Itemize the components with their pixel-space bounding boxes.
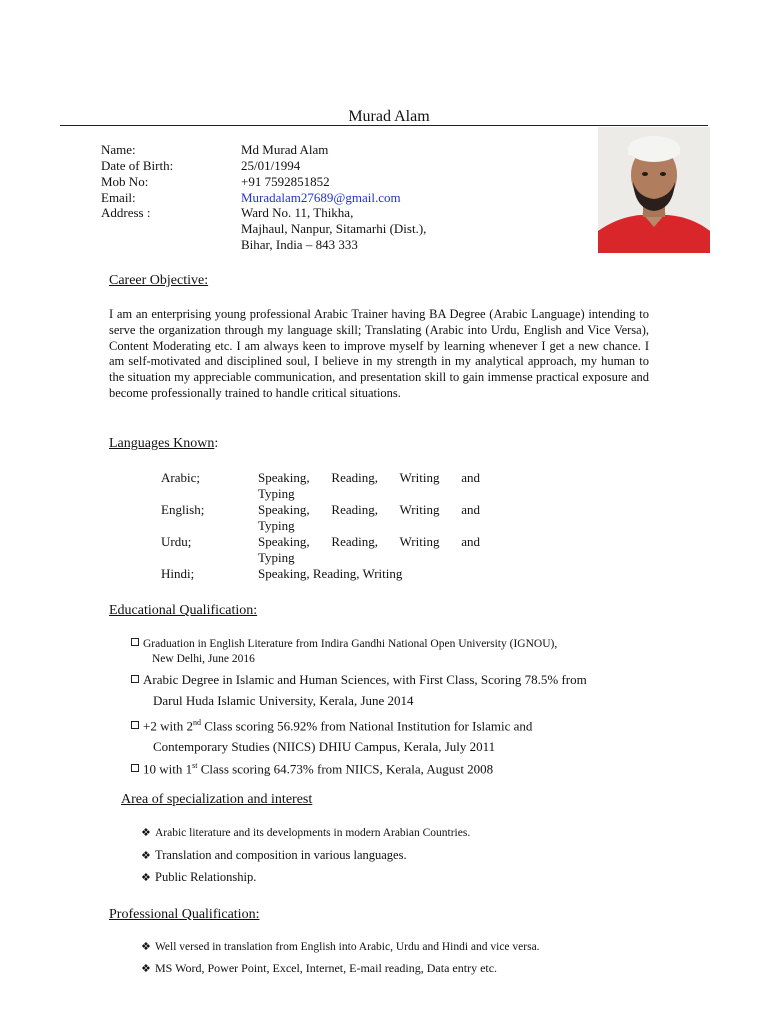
language-name-hindi: Hindi; xyxy=(161,566,195,581)
diamond-bullet-icon: ❖ xyxy=(141,850,151,862)
diamond-bullet-icon: ❖ xyxy=(141,963,151,975)
education-item-text-post: Class scoring 64.73% from NIICS, Kerala, August 2008 xyxy=(197,761,494,777)
specialization-item-text: Arabic literature and its developments in modern Arabian Countries. xyxy=(155,827,471,839)
ordinal-suffix: nd xyxy=(192,718,201,727)
mobile-label: Mob No: xyxy=(101,174,149,189)
ordinal-suffix: st xyxy=(192,761,198,770)
education-item-text-post: Class scoring 56.92% from National Institution for Islamic and xyxy=(200,718,533,734)
professional-heading-text: Professional Qualification: xyxy=(109,907,260,922)
language-skills-arabic: Speaking, Reading, Writing and xyxy=(258,470,480,485)
education-item-graduation xyxy=(131,637,557,667)
education-item-text-cont: Contemporary Studies (NIICS) DHIU Campus, Kerala, July 2011 xyxy=(153,739,496,755)
square-bullet-icon xyxy=(131,675,139,683)
education-item-text-cont: New Delhi, June 2016 xyxy=(152,653,255,665)
education-item-text: Graduation in English Literature from Indira Gandhi National Open University (IGNOU), xyxy=(143,638,558,650)
education-heading xyxy=(109,603,257,619)
education-item-plus-two xyxy=(131,712,532,757)
resume-name-title: Murad Alam xyxy=(348,108,430,125)
email-label: Email: xyxy=(101,190,136,205)
name-label: Name: xyxy=(101,142,136,157)
mobile-value: +91 7592851852 xyxy=(241,174,330,189)
diamond-bullet-icon: ❖ xyxy=(141,872,151,884)
professional-item-text: MS Word, Power Point, Excel, Internet, E-mail reading, Data entry etc. xyxy=(155,961,498,975)
square-bullet-icon xyxy=(131,638,139,646)
professional-item xyxy=(141,940,540,953)
education-item-text-cont: Darul Huda Islamic University, Kerala, June 2014 xyxy=(153,693,414,708)
specialization-item xyxy=(141,870,256,885)
square-bullet-icon xyxy=(131,721,139,729)
language-name-arabic: Arabic; xyxy=(161,470,200,485)
dob-label: Date of Birth: xyxy=(101,158,174,173)
education-item-tenth xyxy=(131,755,493,779)
languages-heading-text: Languages Known xyxy=(109,436,215,451)
profile-photo xyxy=(598,127,710,253)
education-item-text: Arabic Degree in Islamic and Human Sciences, with First Class, Scoring 78.5% from xyxy=(143,672,587,687)
diamond-bullet-icon: ❖ xyxy=(141,941,151,953)
education-item-arabic-degree xyxy=(131,669,587,711)
specialization-item xyxy=(141,826,470,839)
dob-value: 25/01/1994 xyxy=(241,158,301,173)
language-skills-english-cont: Typing xyxy=(258,518,295,533)
address-label: Address : xyxy=(101,205,151,220)
name-value: Md Murad Alam xyxy=(241,142,329,157)
diamond-bullet-icon: ❖ xyxy=(141,827,151,839)
address-line-3: Bihar, India – 843 333 xyxy=(241,237,358,252)
email-link[interactable]: Muradalam27689@gmail.com xyxy=(241,190,401,205)
languages-heading-colon: : xyxy=(214,436,219,451)
education-heading-text: Educational Qualification: xyxy=(109,603,258,618)
language-skills-english: Speaking, Reading, Writing and xyxy=(258,502,480,517)
language-skills-arabic-cont: Typing xyxy=(258,486,295,501)
language-skills-urdu: Speaking, Reading, Writing and xyxy=(258,534,480,549)
specialization-heading-text: Area of specialization and interest xyxy=(121,792,313,807)
language-skills-urdu-cont: Typing xyxy=(258,550,295,565)
person-portrait-icon xyxy=(598,127,710,253)
language-name-urdu: Urdu; xyxy=(161,534,192,549)
address-line-1: Ward No. 11, Thikha, xyxy=(241,205,354,220)
career-objective-heading xyxy=(109,273,208,289)
square-bullet-icon xyxy=(131,764,139,772)
career-objective-text: I am an enterprising young professional Arabic Trainer having BA Degree (Arabic Language) intending to serve the organization through my language skill; Translating (Arabic into Urdu, English and Vice Versa), Content Moderating etc. I am always keen to improve myself by learning whenever I get a new chance. I am self-motivated and disciplined soul, I believe in my strength in my analytical approach, my human to the situation my appreciable communication, and presentation skill to gain immense practical exposure and become professionally trained to handle critical situations. xyxy=(109,307,649,400)
specialization-item xyxy=(141,848,407,863)
education-item-text: +2 with 2 xyxy=(143,718,193,734)
career-objective-heading-text: Career Objective: xyxy=(109,273,209,288)
professional-item-text: Well versed in translation from English into Arabic, Urdu and Hindi and vice versa. xyxy=(155,941,540,953)
title-divider xyxy=(60,125,708,126)
professional-heading xyxy=(109,907,259,923)
address-line-2: Majhaul, Nanpur, Sitamarhi (Dist.), xyxy=(241,221,427,236)
specialization-heading xyxy=(121,792,312,808)
specialization-item-text: Translation and composition in various languages. xyxy=(155,848,407,862)
languages-heading xyxy=(109,436,218,452)
language-name-english: English; xyxy=(161,502,205,517)
professional-item xyxy=(141,961,497,976)
language-skills-hindi: Speaking, Reading, Writing xyxy=(258,566,403,581)
specialization-item-text: Public Relationship. xyxy=(155,870,257,884)
education-item-text: 10 with 1 xyxy=(143,761,193,777)
